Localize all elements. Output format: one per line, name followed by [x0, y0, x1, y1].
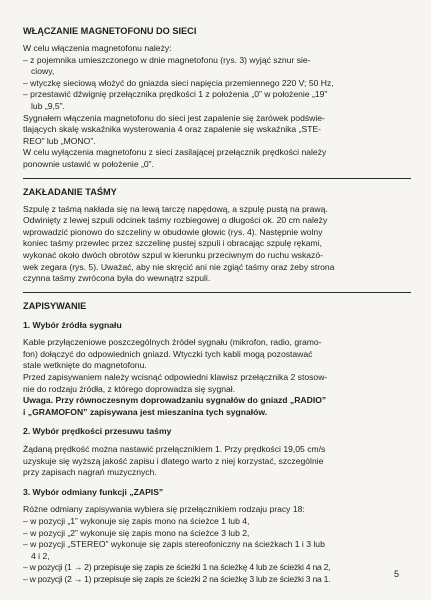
section-heading-tape: ZAKŁADANIE TAŚMY	[23, 186, 117, 197]
section-heading-power: WŁĄCZANIE MAGNETOFONU DO SIECI	[23, 26, 197, 36]
text-line: W celu wyłączenia magnetofonu z sieci zasilającej przełącznik prędkości należy	[23, 147, 327, 158]
text-line: REO” lub „MONO”.	[23, 135, 96, 146]
text-line: – z pojemnika umieszczonego w dnie magnetofonu (rys. 3) wyjąć sznur sie-	[23, 54, 311, 65]
divider	[23, 292, 411, 293]
text-line: Różne odmiany zapisywania wybiera się przełącznikiem rodzaju pracy 18:	[23, 504, 305, 515]
text-line: stale wetknięte do magnetofonu.	[23, 360, 147, 371]
section-heading-recording: ZAPISYWANIE	[23, 300, 87, 311]
page-number: 5	[394, 569, 400, 579]
subheading-signal-source: 1. Wybór źródła sygnału	[23, 319, 122, 330]
text-line: lub „9,5”.	[31, 100, 65, 111]
text-line: Odwinięty z lewej szpuli odcinek taśmy rozbiegowej o długości ok. 20 cm należy	[23, 215, 328, 226]
text-line: uzyskuje się wyższą jakość zapisu i dlatego warto z niej korzystać, szczególnie	[23, 455, 324, 466]
subheading-record-mode: 3. Wybór odmiany funkcji „ZAPIS”	[23, 486, 164, 497]
text-line: Przed zapisywaniem należy wcisnąć odpowiedni klawisz przełącznika 2 stosow-	[23, 372, 328, 383]
text-line: Szpulę z taśmą nakłada się na lewą tarczę napędową, a szpulę pustą na prawą.	[23, 203, 328, 214]
note-line: Uwaga. Przy równoczesnym doprowadzaniu sygnałów do gniazd „RADIO”	[23, 395, 327, 406]
list-item: – w pozycji „2” wykonuje się zapis mono na ścieżce 3 lub 2,	[23, 527, 250, 538]
text-line: ponownie ustawić w położenie „0”.	[23, 158, 154, 169]
text-line: Żądaną prędkość można nastawić przełącznikiem 1. Przy prędkości 19,05 cm/s	[23, 444, 326, 455]
text-line: przy zapisach nagrań muzycznych.	[23, 467, 157, 478]
text-line: tlających skalę wskaźnika wysterowania 4 oraz zapalenie się wskaźnika „STE-	[23, 124, 322, 135]
text-line: wykonać około dwóch obrotów szpul w kierunku przeciwnym do ruchu wskazó-	[23, 249, 323, 260]
text-line: czynna taśmy zwrócona była do wewnątrz szpuli.	[23, 273, 211, 284]
list-item: – w pozycji (1 → 2) przepisuje się zapis ze ścieżki 1 na ścieżkę 4 lub ze ścieżki 4 na 2,	[23, 562, 331, 573]
text-line: W celu włączenia magnetofonu należy:	[23, 43, 172, 53]
text-line: fon) dołączyć do odpowiednich gniazd. Wtyczki tych kabli mogą pozostawać	[23, 348, 313, 359]
text-line: – wtyczkę sieciową włożyć do gniazda sieci napięcia przemiennego 220 V; 50 Hz,	[23, 77, 334, 88]
subheading-tape-speed: 2. Wybór prędkości przesuwu taśmy	[23, 426, 172, 437]
text-line: Kable przyłączeniowe poszczególnych źródeł sygnału (mikrofon, radio, gramo-	[23, 337, 322, 348]
manual-page	[23, 25, 413, 586]
list-item: – w pozycji „STEREO” wykonuje się zapis stereofoniczny na ścieżkach 1 i 3 lub	[23, 539, 325, 550]
note-line: i „GRAMOFON” zapisywana jest mieszanina tych sygnałów.	[23, 406, 268, 417]
text-line: wprowadzić pionowo do szczeliny w obudowie głowic (rys. 4). Następnie wolny	[23, 226, 323, 237]
list-item-continuation: 4 i 2,	[31, 550, 50, 561]
text-line: Sygnałem włączenia magnetofonu do sieci jest zapalenie się żarówek podświe-	[23, 112, 325, 123]
text-line: – przestawić dźwignię przełącznika prędkości 1 z położenia „0” w położenie „19”	[23, 89, 328, 100]
list-item: – w pozycji „1” wykonuje się zapis mono na ścieżce 1 lub 4,	[23, 516, 250, 526]
text-line: koniec taśmy przewlec przez szczelinę pustej szpuli i obracając szpulę rękami,	[23, 238, 322, 249]
text-line: nie do rodzaju źródła, z którego doprowadza się sygnał.	[23, 383, 236, 394]
list-item: – w pozycji (2 → 1) przepisuje się zapis ze ścieżki 2 na ścieżkę 3 lub ze ścieżki 3 na 1.	[23, 573, 331, 584]
text-line: ciowy,	[31, 66, 55, 77]
text-line: wek zegara (rys. 5). Uważać, aby nie skręcić ani nie zgiąć taśmy oraz żeby strona	[23, 261, 335, 272]
divider	[23, 178, 411, 179]
